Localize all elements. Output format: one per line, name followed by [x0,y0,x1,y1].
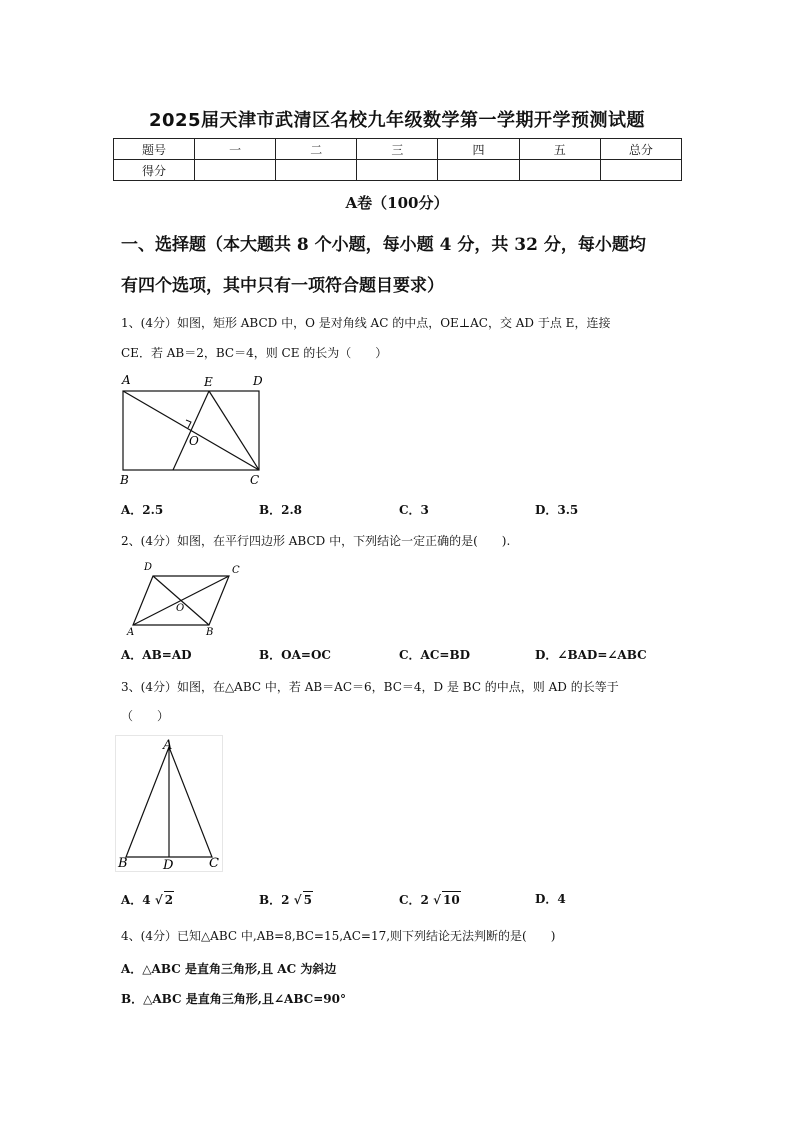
score-row-label: 得分 [114,160,195,181]
score-table-header-cell: 总分 [600,139,681,160]
q2-option-d[interactable]: D．∠BAD=∠ABC [535,648,647,662]
q3-option-d[interactable] [535,891,566,907]
q1-rectangle-figure [112,370,282,490]
q1-right-angle-mark [186,420,191,428]
q1-option-c[interactable]: C．3 [399,503,429,517]
score-cell[interactable] [195,160,276,181]
score-table-header-cell: 四 [438,139,519,160]
q3-label-c: C [209,856,219,871]
score-table-header-cell: 五 [519,139,600,160]
score-table-header-cell: 三 [357,139,438,160]
score-cell[interactable] [276,160,357,181]
score-cell[interactable] [357,160,438,181]
q1-text-line1: 1、(4分）如图，矩形 ABCD 中，O 是对角线 AC 的中点，OE⊥AC，交 AD 于点 E，连接 [121,316,611,330]
score-table-header-cell: 一 [195,139,276,160]
q1-text-line2: CE．若 AB＝2，BC＝4，则 CE 的长为（ ） [121,346,388,360]
q3-label-a: A [163,738,173,753]
q2-label-o: O [176,603,185,614]
part1-heading-line2: 有四个选项，其中只有一项符合题目要求） [121,276,444,296]
q4-text: 4、(4分）已知△ABC 中,AB=8,BC=15,AC=17,则下列结论无法判断的是( ) [121,929,556,943]
score-cell[interactable] [438,160,519,181]
page-title: 2025届天津市武清区名校九年级数学第一学期开学预测试题 [148,110,646,131]
q3-option-b[interactable] [259,891,313,908]
q2-diagonal-bd [153,576,209,625]
q1-segment-ce [209,391,259,470]
q2-option-c[interactable]: C．AC=BD [399,648,471,662]
q4-option-a[interactable]: A．△ABC 是直角三角形,且 AC 为斜边 [121,962,337,976]
q3-text-line2: （ ） [121,709,170,723]
q3-triangle-figure [115,735,225,875]
score-cell[interactable] [600,160,681,181]
q3-option-b-label: B．2 [259,893,290,907]
q1-option-b[interactable]: B．2.8 [259,503,303,517]
q1-option-a[interactable]: A．2.5 [121,503,164,517]
q4-option-b[interactable]: B．△ABC 是直角三角形,且∠ABC=90° [121,992,346,1006]
q3-text-line1: 3、(4分）如图，在△ABC 中，若 AB＝AC＝6，BC＝4，D 是 BC 的中点，则 AD 的长等于 [121,680,619,694]
sqrt-icon: √ [154,893,163,907]
sqrt-icon: √ [293,893,302,907]
q3-option-c[interactable] [399,891,461,908]
score-table-header-cell: 二 [276,139,357,160]
q3-option-a-radicand: 2 [164,893,174,907]
q2-option-a[interactable]: A．AB=AD [121,648,192,662]
q1-label-c: C [250,473,260,487]
score-table-header-row [114,139,682,160]
q3-option-a[interactable] [121,891,174,908]
q3-option-a-label: A．4 [121,893,151,907]
q3-option-d-label: D．4 [535,892,566,906]
q2-label-a: A [127,627,135,638]
q3-option-c-label: C．2 [399,893,429,907]
part1-heading-line1: 一、选择题（本大题共 8 个小题，每小题 4 分，共 32 分，每小题均 [121,235,646,255]
q2-parallelogram-figure [122,558,250,638]
q2-label-b: B [206,627,214,638]
sqrt-icon: √ [433,893,441,907]
q1-perpendicular-line [173,391,209,470]
q3-label-d: D [163,858,174,873]
q1-label-d: D [253,374,263,388]
score-table [113,138,682,181]
q2-label-d: D [144,562,153,573]
q3-label-b: B [118,856,128,871]
score-cell[interactable] [519,160,600,181]
q1-label-a: A [122,373,131,387]
score-table-header-cell: 题号 [114,139,195,160]
q2-label-c: C [232,565,240,576]
q3-option-b-radicand: 5 [303,893,312,907]
q2-option-b[interactable]: B．OA=OC [259,648,331,662]
section-a-heading: A卷（100分） [345,194,449,212]
score-table-score-row [114,160,682,181]
q1-label-e: E [204,375,213,389]
q3-option-c-radicand: 10 [442,893,460,907]
q1-option-d[interactable]: D．3.5 [535,503,579,517]
q2-text: 2、(4分）如图，在平行四边形 ABCD 中，下列结论一定正确的是( ). [121,534,511,548]
q1-label-o: O [189,434,199,448]
q1-label-b: B [120,473,129,487]
